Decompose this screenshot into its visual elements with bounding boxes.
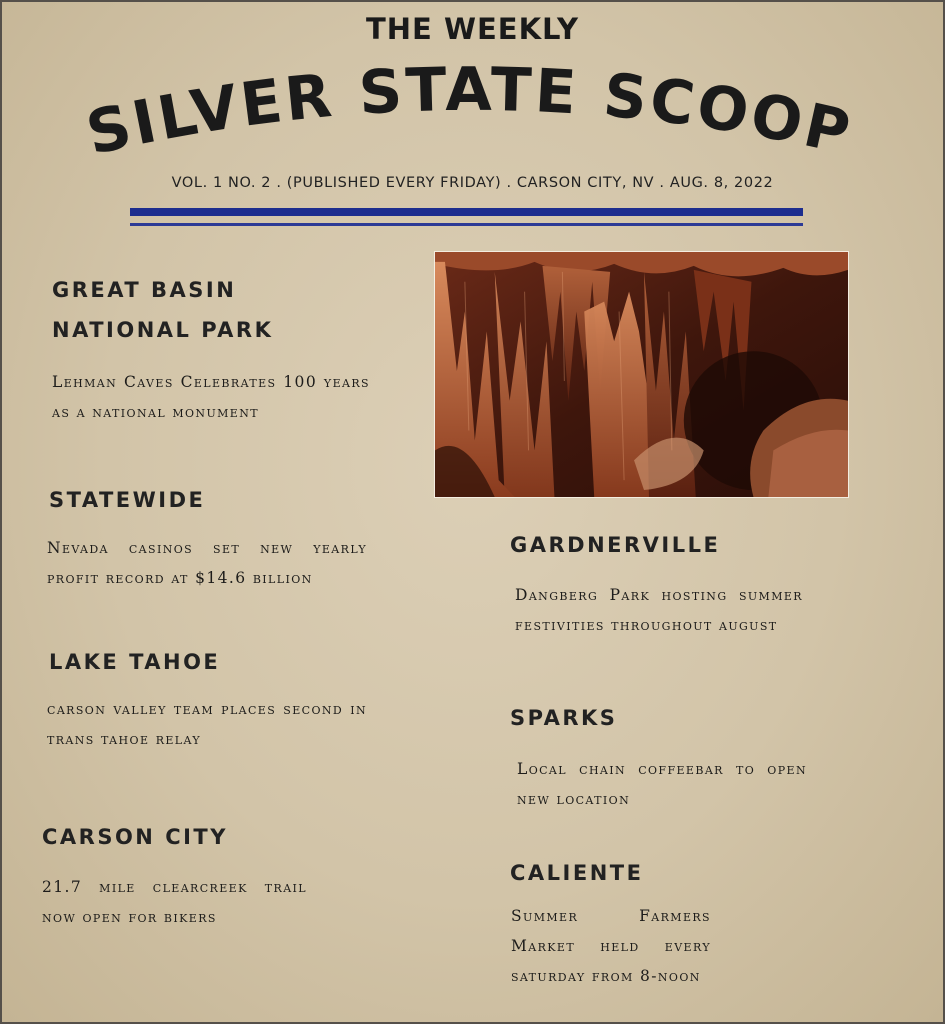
heading-lake-tahoe: LAKE TAHOE [49, 650, 221, 674]
body-sparks: Local chain coffeebar to open new location [517, 760, 807, 808]
masthead-kicker: THE WEEKLY [366, 12, 579, 46]
body-statewide: Nevada casinos set new yearly profit record at $14.6 billion [47, 539, 367, 587]
header-rule-thin [130, 223, 803, 226]
cave-photo [434, 251, 849, 498]
body-great-basin: Lehman Caves Celebrates 100 years as a national monument [52, 373, 370, 421]
heading-carson-city: CARSON CITY [42, 825, 228, 849]
cave-photo-illustration [435, 252, 848, 497]
header-rule-thick [130, 208, 803, 216]
body-caliente: Summer Farmers Market held every saturday from 8-noon [511, 907, 711, 985]
heading-great-basin: GREAT BASIN NATIONAL PARK [52, 278, 274, 342]
masthead-title-svg [2, 60, 943, 172]
heading-caliente: CALIENTE [510, 861, 644, 885]
masthead-title [2, 60, 943, 172]
body-gardnerville: Dangberg Park hosting summer festivities throughout august [515, 586, 803, 634]
heading-sparks: SPARKS [510, 706, 618, 730]
body-lake-tahoe: carson valley team places second in trans tahoe relay [47, 700, 367, 748]
dateline: VOL. 1 NO. 2 . (PUBLISHED EVERY FRIDAY) . CARSON CITY, NV . AUG. 8, 2022 [171, 175, 774, 191]
masthead-title-path: SILVER STATE SCOOP [80, 60, 859, 170]
body-carson-city: 21.7 mile clearcreek trail now open for bikers [42, 878, 307, 926]
heading-statewide: STATEWIDE [49, 488, 206, 512]
masthead-title-text [80, 60, 858, 169]
heading-gardnerville: GARDNERVILLE [510, 533, 721, 557]
